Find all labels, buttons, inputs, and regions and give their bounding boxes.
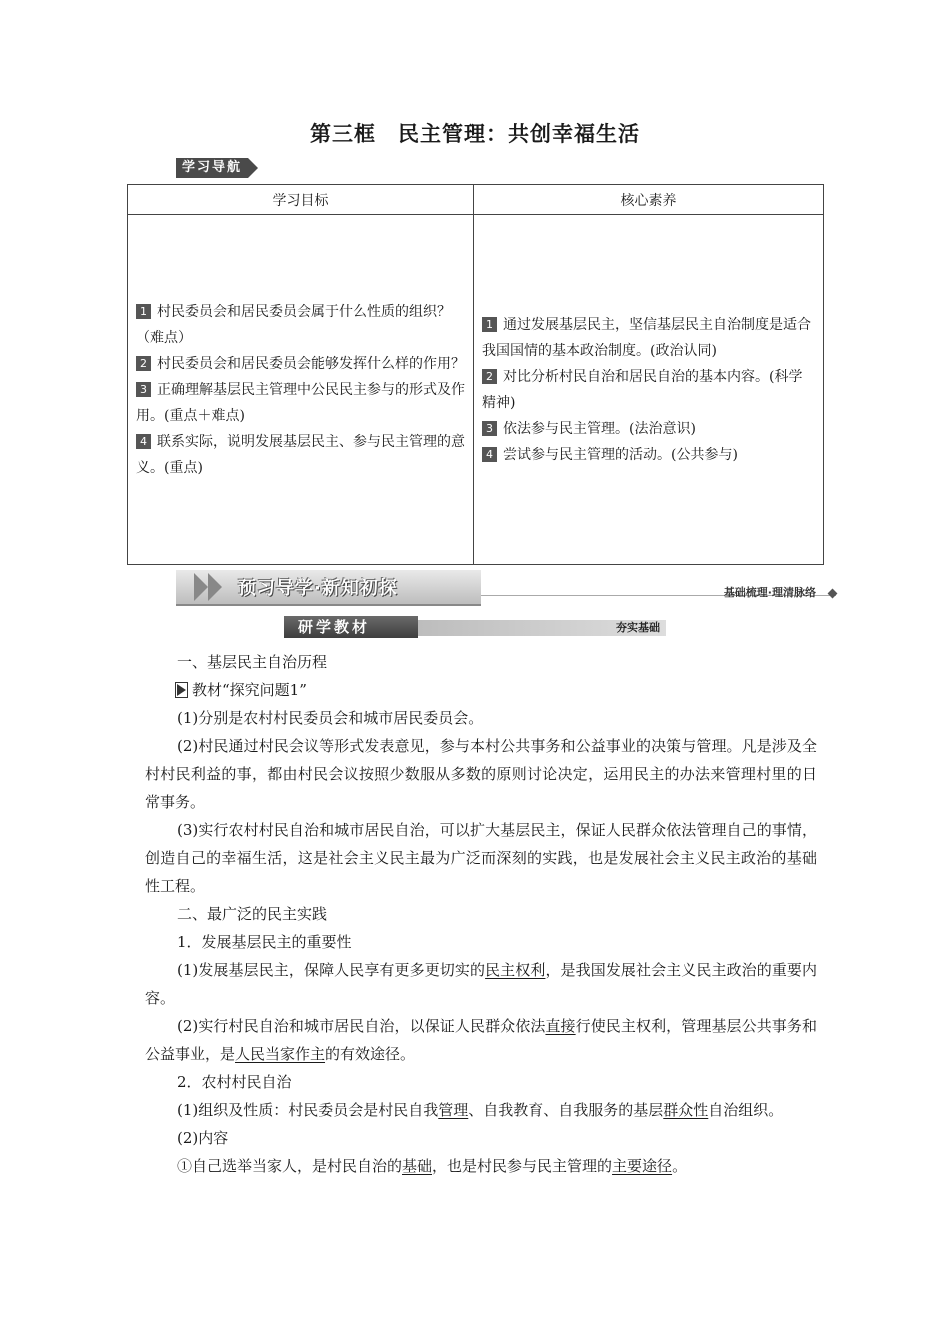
goal-item: 1 村民委员会和居民委员会属于什么性质的组织？（难点） xyxy=(136,303,451,346)
sub-section-banner xyxy=(284,616,666,638)
paragraph: (1)组织及性质：村民委员会是村民自我管理、自我教育、自我服务的基层群众性自治组织。 xyxy=(177,1101,784,1119)
heading-2: 二、最广泛的民主实践 xyxy=(177,905,328,923)
chevron-right-icon xyxy=(208,573,222,601)
literacy-item: 3 依法参与民主管理。(法治意识) xyxy=(482,416,815,442)
paragraph: (3)实行农村村民自治和城市居民自治，可以扩大基层民主，保证人民群众依法管理自己的事情，创造自己的幸福生活，这是社会主义民主最为广泛而深刻的实践，也是发展社会主义民主政治的基础性工程。 xyxy=(145,821,817,895)
study-nav-table xyxy=(127,184,824,565)
paragraph: (2)内容 xyxy=(177,1129,229,1147)
banner-subtitle: 基础梳理·理清脉络 xyxy=(723,586,816,599)
col-header-goals: 学习目标 xyxy=(128,185,474,215)
sub-banner-tip: 夯实基础 xyxy=(616,621,660,634)
literacy-item: 4 尝试参与民主管理的活动。(公共参与) xyxy=(482,442,815,468)
body-content xyxy=(145,648,817,1180)
number-badge-icon: 2 xyxy=(482,369,497,384)
number-badge-icon: 3 xyxy=(136,382,151,397)
heading-1: 一、基层民主自治历程 xyxy=(177,653,328,671)
literacy-item: 2 对比分析村民自治和居民自治的基本内容。(科学精神) xyxy=(482,368,803,411)
goals-cell xyxy=(128,215,474,565)
number-badge-icon: 1 xyxy=(482,317,497,332)
goal-item: 2 村民委员会和居民委员会能够发挥什么样的作用？ xyxy=(136,351,465,377)
goal-item: 4 联系实际，说明发展基层民主、参与民主管理的意义。(重点) xyxy=(136,433,465,476)
number-badge-icon: 3 xyxy=(482,421,497,436)
textbook-reference: 教材“探究问题1” xyxy=(145,676,817,704)
goal-item: 3 正确理解基层民主管理中公民民主参与的形式及作用。(重点＋难点) xyxy=(136,381,465,424)
section-banner xyxy=(176,570,836,604)
number-badge-icon: 2 xyxy=(136,356,151,371)
number-badge-icon: 1 xyxy=(136,304,151,319)
paragraph: (1)发展基层民主，保障人民享有更多更切实的民主权利，是我国发展社会主义民主政治的重要内容。 xyxy=(145,961,817,1007)
literacy-cell xyxy=(474,215,824,565)
page-title: 第三框 民主管理：共创幸福生活 xyxy=(310,122,640,146)
paragraph: (2)村民通过村民会议等形式发表意见，参与本村公共事务和公益事业的决策与管理。凡是涉及全村村民利益的事，都由村民会议按照少数服从多数的原则讨论决定，运用民主的办法来管理村里的日常事务。 xyxy=(145,737,817,811)
banner-title: 预习导学·新知初探 xyxy=(238,578,398,599)
heading-2-1: 1．发展基层民主的重要性 xyxy=(177,933,352,951)
diamond-icon xyxy=(828,589,838,599)
paragraph: (1)分别是农村村民委员会和城市居民委员会。 xyxy=(177,709,484,727)
heading-2-2: 2．农村村民自治 xyxy=(177,1073,292,1091)
play-triangle-icon xyxy=(177,684,186,696)
col-header-literacy: 核心素养 xyxy=(474,185,824,215)
paragraph: (2)实行村民自治和城市居民自治，以保证人民群众依法直接行使民主权利，管理基层公共事务和公益事业，是人民当家作主的有效途径。 xyxy=(145,1017,817,1063)
paragraph: ①自己选举当家人，是村民自治的基础，也是村民参与民主管理的主要途径。 xyxy=(177,1157,688,1175)
literacy-item: 1 通过发展基层民主，坚信基层民主自治制度是适合我国国情的基本政治制度。(政治认同) xyxy=(482,316,811,359)
study-nav-tag: 学习导航 xyxy=(176,158,248,178)
number-badge-icon: 4 xyxy=(136,434,151,449)
number-badge-icon: 4 xyxy=(482,447,497,462)
chevron-right-icon xyxy=(194,573,208,601)
sub-banner-title: 研学教材 xyxy=(284,616,418,638)
